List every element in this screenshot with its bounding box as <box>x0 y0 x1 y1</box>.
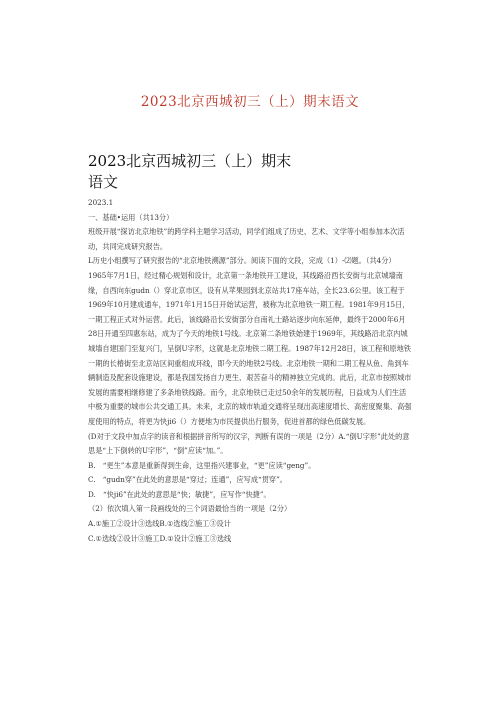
choices-ab: A.①施工②设计③选线B.①选线②施工③设计 <box>88 519 231 529</box>
document-body <box>88 196 413 546</box>
option-b: B. “更生”本意是重新得到生命，这里指兴建事业，“更”应读“geng”。 <box>88 460 316 470</box>
page-heading: 2023北京西城初三（上）期末语文 <box>140 94 360 110</box>
choices-cd: C.①选线②设计③施工D.①设计②施工③选线 <box>88 533 232 543</box>
section-heading: 一、基础•运用（共13分） <box>88 212 174 222</box>
option-d: D. “快ji6”在此处的意思是“快；敏捷”，应写作“快捷”。 <box>88 489 271 499</box>
document-subtitle: 语文 <box>88 173 119 191</box>
document-title: 2023北京西城初三（上）期末 <box>88 152 292 170</box>
question-1: (D对于文段中加点字的读音和根据拼音所写的汉字，判断有误的一项是（2分）A.“倒U字形”此处的意思是“上下倒转的U字形”，“倒”应读“加。”。 <box>88 431 410 456</box>
exam-date: 2023.1 <box>88 198 114 207</box>
reading-passage: 1965年7月1日，经过精心规划和设计，北京第一条地铁开工建设，其线路沿西长安街与北京城墙南缘，自西向东gudn（）穿北京市区，设有从苹果园到北京站共17座车站，全长23.6公里。该工程于1969年10月建成通车，1971年1月15日开始试运营，被称为北京地铁一期工程。1981年9月15日，一期工程正式对外运营。此后，该线路沿长安街部分自南礼士路站逐步向东延伸，最终于2000年6月28日开通至四惠东站，成为了今天的地铁1号线。北京第二条地铁始建于1969年，其线路沿北京内城城墙自建国门至复兴门，呈倒U字形，这就是北京地铁二期工程。1987年12月28日，该工程和原地铁一期的长椿街至北京站区间重组成环线，即今天的地铁2号线。北京地铁一期和二期工程从鱼、角到车辆制造及配套设施建设，都是我国发扬自力更生、艰苦奋斗的精神独立完成的。此后，北京市按照城市发展的需要相继修建了多条地铁线路。而今，北京地铁已走过50余年的发展历程，日益成为人们生活中极为重要的城市公共交通工具。未来，北京的城市轨道交通将呈现出高速度增长、高密度聚集、高强度使用的特点，将更为快ji6（）方便地为市民提供出行服务，促进首都的绿色低碳发展。 <box>88 270 412 426</box>
question-2: （2）依次填入第一段画线处的三个词语最恰当的一项是（2分） <box>88 504 292 514</box>
option-c: C. “gudn穿”在此处的意思是“穿过；连通”，应写成“贯穿”。 <box>88 475 287 485</box>
task-paragraph: L历史小组撰写了研究报告的“北京地铁溯源”部分。阅读下面的文段，完成（1）-⑵题。（共4分） <box>88 256 396 266</box>
intro-paragraph: 班级开展“探访北京地铁”的跨学科主题学习活动，同学们组成了历史、艺术、文学等小组参加本次活动，共同完成研究报告。 <box>88 227 405 251</box>
